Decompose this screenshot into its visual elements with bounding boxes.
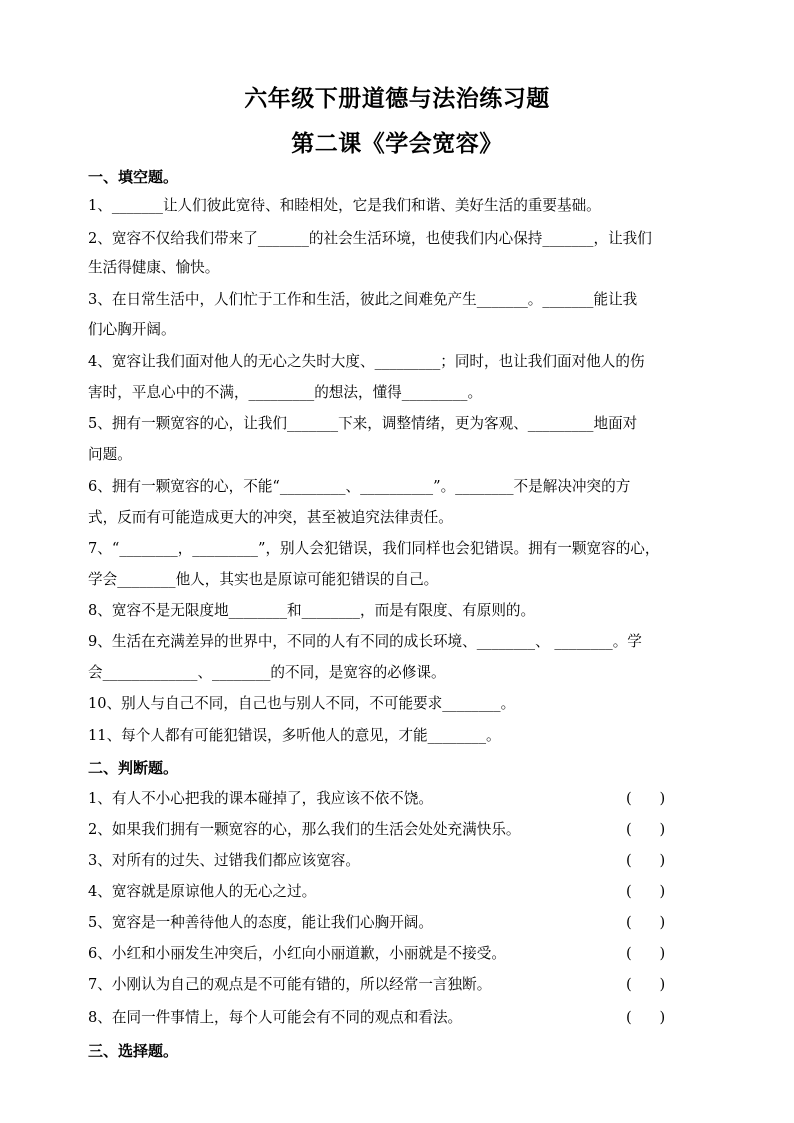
answer-paren[interactable]: ( ) [626, 852, 666, 869]
judge-item: 1、有人不小心把我的课本碰掉了，我应该不依不饶。 [88, 790, 433, 807]
judge-item: 6、小红和小丽发生冲突后，小红向小丽道歉，小丽就是不接受。 [88, 945, 506, 962]
fill-line: 9、生活在充满差异的世界中，不同的人有不同的成长环境、________、 ________。学 [88, 633, 642, 650]
fill-line: 1、_______让人们彼此宽待、和睦相处，它是我们和谐、美好生活的重要基础。 [88, 197, 601, 214]
fill-line: 6、拥有一颗宽容的心，不能“_________、__________”。________不是解决冲突的方 [88, 478, 631, 495]
fill-line: 7、“________，_________”，别人会犯错误，我们同样也会犯错误。拥有一颗宽容的心， [88, 540, 660, 557]
fill-line: 会_____________、________的不同，是宽容的必修课。 [88, 664, 446, 681]
page-subtitle: 第二课《学会宽容》 [291, 131, 503, 157]
section-heading-choice: 三、选择题。 [88, 1042, 179, 1060]
fill-line: 式，反而有可能造成更大的冲突，甚至被追究法律责任。 [88, 509, 453, 526]
answer-paren[interactable]: ( ) [626, 976, 666, 993]
judge-item: 4、宽容就是原谅他人的无心之过。 [88, 883, 317, 900]
judge-item: 7、小刚认为自己的观点是不可能有错的，所以经常一言独断。 [88, 976, 492, 993]
answer-paren[interactable]: ( ) [626, 821, 666, 838]
fill-line: 8、宽容不是无限度地________和________，而是有限度、有原则的。 [88, 602, 536, 619]
judge-item: 2、如果我们拥有一颗宽容的心，那么我们的生活会处处充满快乐。 [88, 821, 521, 838]
fill-line: 2、宽容不仅给我们带来了_______的社会生活环境，也使我们内心保持_______，让我们 [88, 230, 652, 247]
answer-paren[interactable]: ( ) [626, 1009, 666, 1026]
fill-line: 害时，平息心中的不满，_________的想法，懂得_________。 [88, 384, 483, 401]
section-heading-judge: 二、判断题。 [88, 759, 179, 777]
answer-paren[interactable]: ( ) [626, 914, 666, 931]
fill-line: 们心胸开阔。 [88, 321, 176, 338]
answer-paren[interactable]: ( ) [626, 945, 666, 962]
fill-line: 10、别人与自己不同，自己也与别人不同，不可能要求________。 [88, 695, 516, 712]
judge-item: 8、在同一件事情上，每个人可能会有不同的观点和看法。 [88, 1009, 463, 1026]
fill-line: 生活得健康、愉快。 [88, 259, 220, 276]
fill-line: 3、在日常生活中，人们忙于工作和生活，彼此之间难免产生_______。_______能让我 [88, 291, 638, 308]
fill-line: 11、每个人都有可能犯错误，多听他人的意见，才能________。 [88, 727, 501, 744]
answer-paren[interactable]: ( ) [626, 883, 666, 900]
section-heading-fill: 一、填空题。 [88, 168, 179, 186]
fill-line: 4、宽容让我们面对他人的无心之失时大度、_________；同时，也让我们面对他人的伤 [88, 353, 645, 370]
fill-line: 5、拥有一颗宽容的心，让我们_______下来，调整情绪，更为客观、_________地面对 [88, 415, 638, 432]
fill-line: 学会________他人，其实也是原谅可能犯错误的自己。 [88, 571, 439, 588]
judge-item: 5、宽容是一种善待他人的态度，能让我们心胸开阔。 [88, 914, 433, 931]
judge-item: 3、对所有的过失、过错我们都应该宽容。 [88, 852, 360, 869]
fill-line: 问题。 [88, 446, 132, 463]
answer-paren[interactable]: ( ) [626, 790, 666, 807]
page-title: 六年级下册道德与法治练习题 [244, 86, 550, 112]
